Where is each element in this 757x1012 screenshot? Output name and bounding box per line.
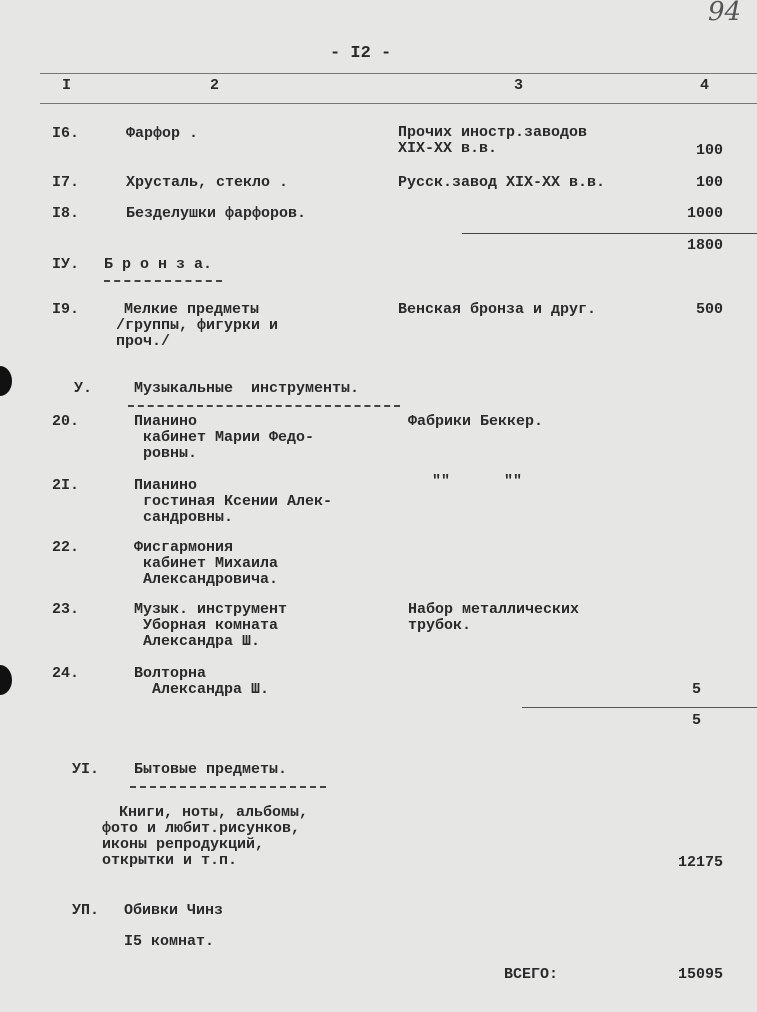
total-value: 15095 — [677, 966, 723, 983]
header-rule-bottom — [40, 103, 757, 104]
section-underline — [104, 280, 222, 282]
section-number: IУ. — [52, 256, 80, 273]
column-header-1: I — [62, 77, 72, 94]
subtotal-value: 1800 — [686, 237, 723, 254]
item-value: 5 — [691, 681, 701, 698]
item-name: Волторна — [134, 665, 207, 682]
item-name: Александровича. — [134, 571, 279, 588]
item-name: Хрусталь, стекло . — [126, 174, 289, 191]
page-number: - I2 - — [330, 44, 392, 63]
section-number: У. — [74, 380, 93, 397]
item-name: гостиная Ксении Алек- — [134, 493, 333, 510]
item-number: I8. — [52, 205, 80, 222]
subtotal-value: 5 — [691, 712, 701, 729]
item-source: Прочих иностр.заводов — [398, 124, 588, 141]
subtotal-rule — [522, 707, 757, 708]
item-value: 100 — [695, 174, 723, 191]
item-name: Фарфор . — [126, 125, 199, 142]
header-rule-top — [40, 73, 757, 74]
item-number: I7. — [52, 174, 80, 191]
item-number: 24. — [52, 665, 80, 682]
item-value: 500 — [695, 301, 723, 318]
item-name: /группы, фигурки и — [116, 317, 279, 334]
item-name: Фисгармония — [134, 539, 234, 556]
section-text: I5 комнат. — [124, 933, 215, 950]
item-name: проч./ — [116, 333, 171, 350]
item-value: 1000 — [686, 205, 723, 222]
column-header-2: 2 — [210, 77, 220, 94]
item-name: Пианино — [134, 477, 198, 494]
item-source: Фабрики Беккер. — [408, 413, 544, 430]
item-name: Безделушки фарфоров. — [126, 205, 307, 222]
item-name: сандровны. — [134, 509, 234, 526]
item-name: Александра Ш. — [134, 681, 270, 698]
item-source: "" "" — [432, 473, 523, 490]
item-number: 2I. — [52, 477, 80, 494]
column-header-4: 4 — [700, 77, 710, 94]
section-title: Музыкальные инструменты. — [134, 380, 360, 397]
section-text: Книги, ноты, альбомы, — [110, 804, 309, 821]
section-value: 12175 — [677, 854, 723, 871]
item-number: 23. — [52, 601, 80, 618]
item-source: Русск.завод XIX-XX в.в. — [398, 174, 606, 191]
section-underline — [130, 786, 326, 788]
section-number: УI. — [72, 761, 100, 778]
item-value: 100 — [695, 142, 723, 159]
handwritten-page-mark: 94 — [708, 0, 742, 27]
item-name: кабинет Марии Федо- — [134, 429, 315, 446]
item-source: Венская бронза и друг. — [398, 301, 597, 318]
section-underline — [128, 405, 400, 407]
item-name: Мелкие предметы — [124, 301, 260, 318]
item-name: ровны. — [134, 445, 198, 462]
section-text: фото и любит.рисунков, — [102, 820, 301, 837]
total-label: ВСЕГО: — [504, 966, 559, 983]
item-name: Пианино — [134, 413, 198, 430]
punch-hole — [0, 366, 12, 396]
item-number: I6. — [52, 125, 80, 142]
item-number: 20. — [52, 413, 80, 430]
section-text: иконы репродукций, — [102, 836, 265, 853]
subtotal-rule — [462, 233, 757, 234]
item-source: трубок. — [408, 617, 472, 634]
column-header-3: 3 — [514, 77, 524, 94]
item-name: Музык. инструмент — [134, 601, 288, 618]
item-source: Набор металлических — [408, 601, 580, 618]
item-source: XIX-XX в.в. — [398, 140, 498, 157]
section-title: Обивки Чинз — [124, 902, 224, 919]
section-number: УП. — [72, 902, 100, 919]
section-text: открытки и т.п. — [102, 852, 238, 869]
item-number: 22. — [52, 539, 80, 556]
punch-hole — [0, 665, 12, 695]
item-number: I9. — [52, 301, 80, 318]
section-title: Бытовые предметы. — [134, 761, 288, 778]
section-title: Б р о н з а. — [104, 256, 213, 273]
item-name: Александра Ш. — [134, 633, 261, 650]
item-name: Уборная комната — [134, 617, 279, 634]
item-name: кабинет Михаила — [134, 555, 279, 572]
